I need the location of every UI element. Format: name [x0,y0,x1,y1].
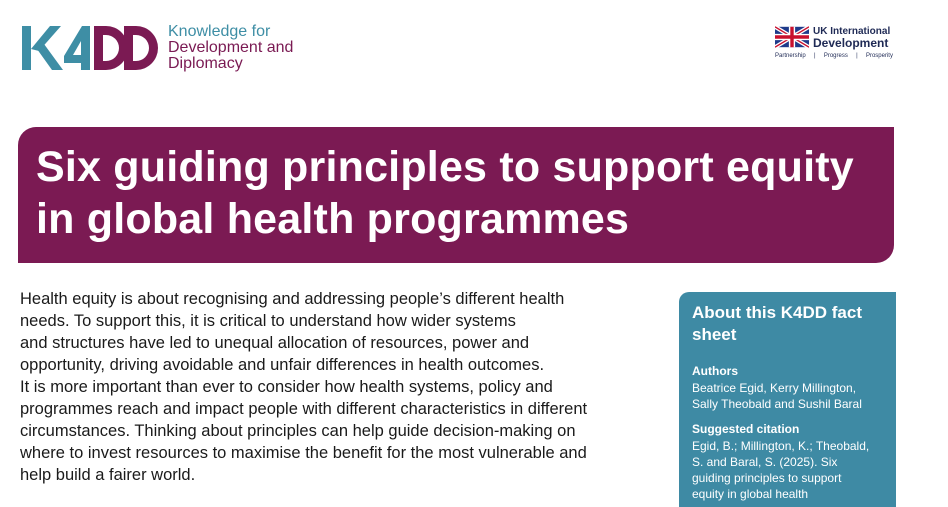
strapline-divider: | [856,53,858,59]
uk-international-development-logo [775,26,893,62]
strapline-word: Progress [823,53,848,59]
tagline-line: Development and [168,39,294,56]
citation-label: Suggested citation [692,422,800,436]
strapline-word: Prosperity [865,53,893,59]
tagline-line: Knowledge for [168,23,271,40]
intro-line: opportunity, driving avoidable and unfair differences in health outcomes. [20,356,545,374]
page-title [36,141,876,245]
citation-text [692,438,884,502]
authors-text [692,380,884,412]
about-title-line: About this K4DD fact [692,303,862,322]
intro-line: where to invest resources to maximise the benefit for the most vulnerable and [20,444,587,462]
tagline-line: Diplomacy [168,55,243,72]
strapline-divider: | [813,53,816,59]
k4dd-logo-mark [20,22,160,74]
k4dd-logo [20,22,293,74]
about-fact-sheet-box [679,292,896,507]
citation-line: S. and Baral, S. (2025). Six [692,455,838,469]
partner-name-line: UK International [813,26,891,37]
intro-line: It is more important than ever to consider how health systems, policy and [20,378,553,396]
strapline-word: Partnership [775,53,806,59]
intro-paragraph [20,288,670,486]
title-line: in global health programmes [36,195,630,243]
partner-name [813,26,890,49]
intro-line: needs. To support this, it is critical to understand how wider systems [20,312,516,330]
citation-line: Egid, B.; Millington, K.; Theobald, [692,439,870,453]
title-line: Six guiding principles to support equity [36,143,854,191]
authors-line: Sally Theobald and Sushil Baral [692,397,862,411]
intro-line: programmes reach and impact people with different characteristics in different [20,400,588,418]
citation-line: equity in global health [692,487,809,501]
about-title-line: sheet [692,325,737,344]
intro-line: help build a fairer world. [20,466,196,484]
authors-line: Beatrice Egid, Kerry Millington, [692,381,857,395]
page-header [0,0,948,110]
union-flag-icon [775,26,809,48]
k4dd-tagline [168,24,293,72]
partner-name-line: Development [813,36,889,50]
citation-line: guiding principles to support [692,471,842,485]
about-box-title [692,302,884,346]
authors-label: Authors [692,364,738,378]
partner-strapline [775,53,893,59]
intro-line: Health equity is about recognising and addressing people’s different health [20,290,565,308]
intro-line: circumstances. Thinking about principles can help guide decision-making on [20,422,576,440]
intro-line: and structures have led to unequal allocation of resources, power and [20,334,530,352]
title-banner [18,127,894,263]
